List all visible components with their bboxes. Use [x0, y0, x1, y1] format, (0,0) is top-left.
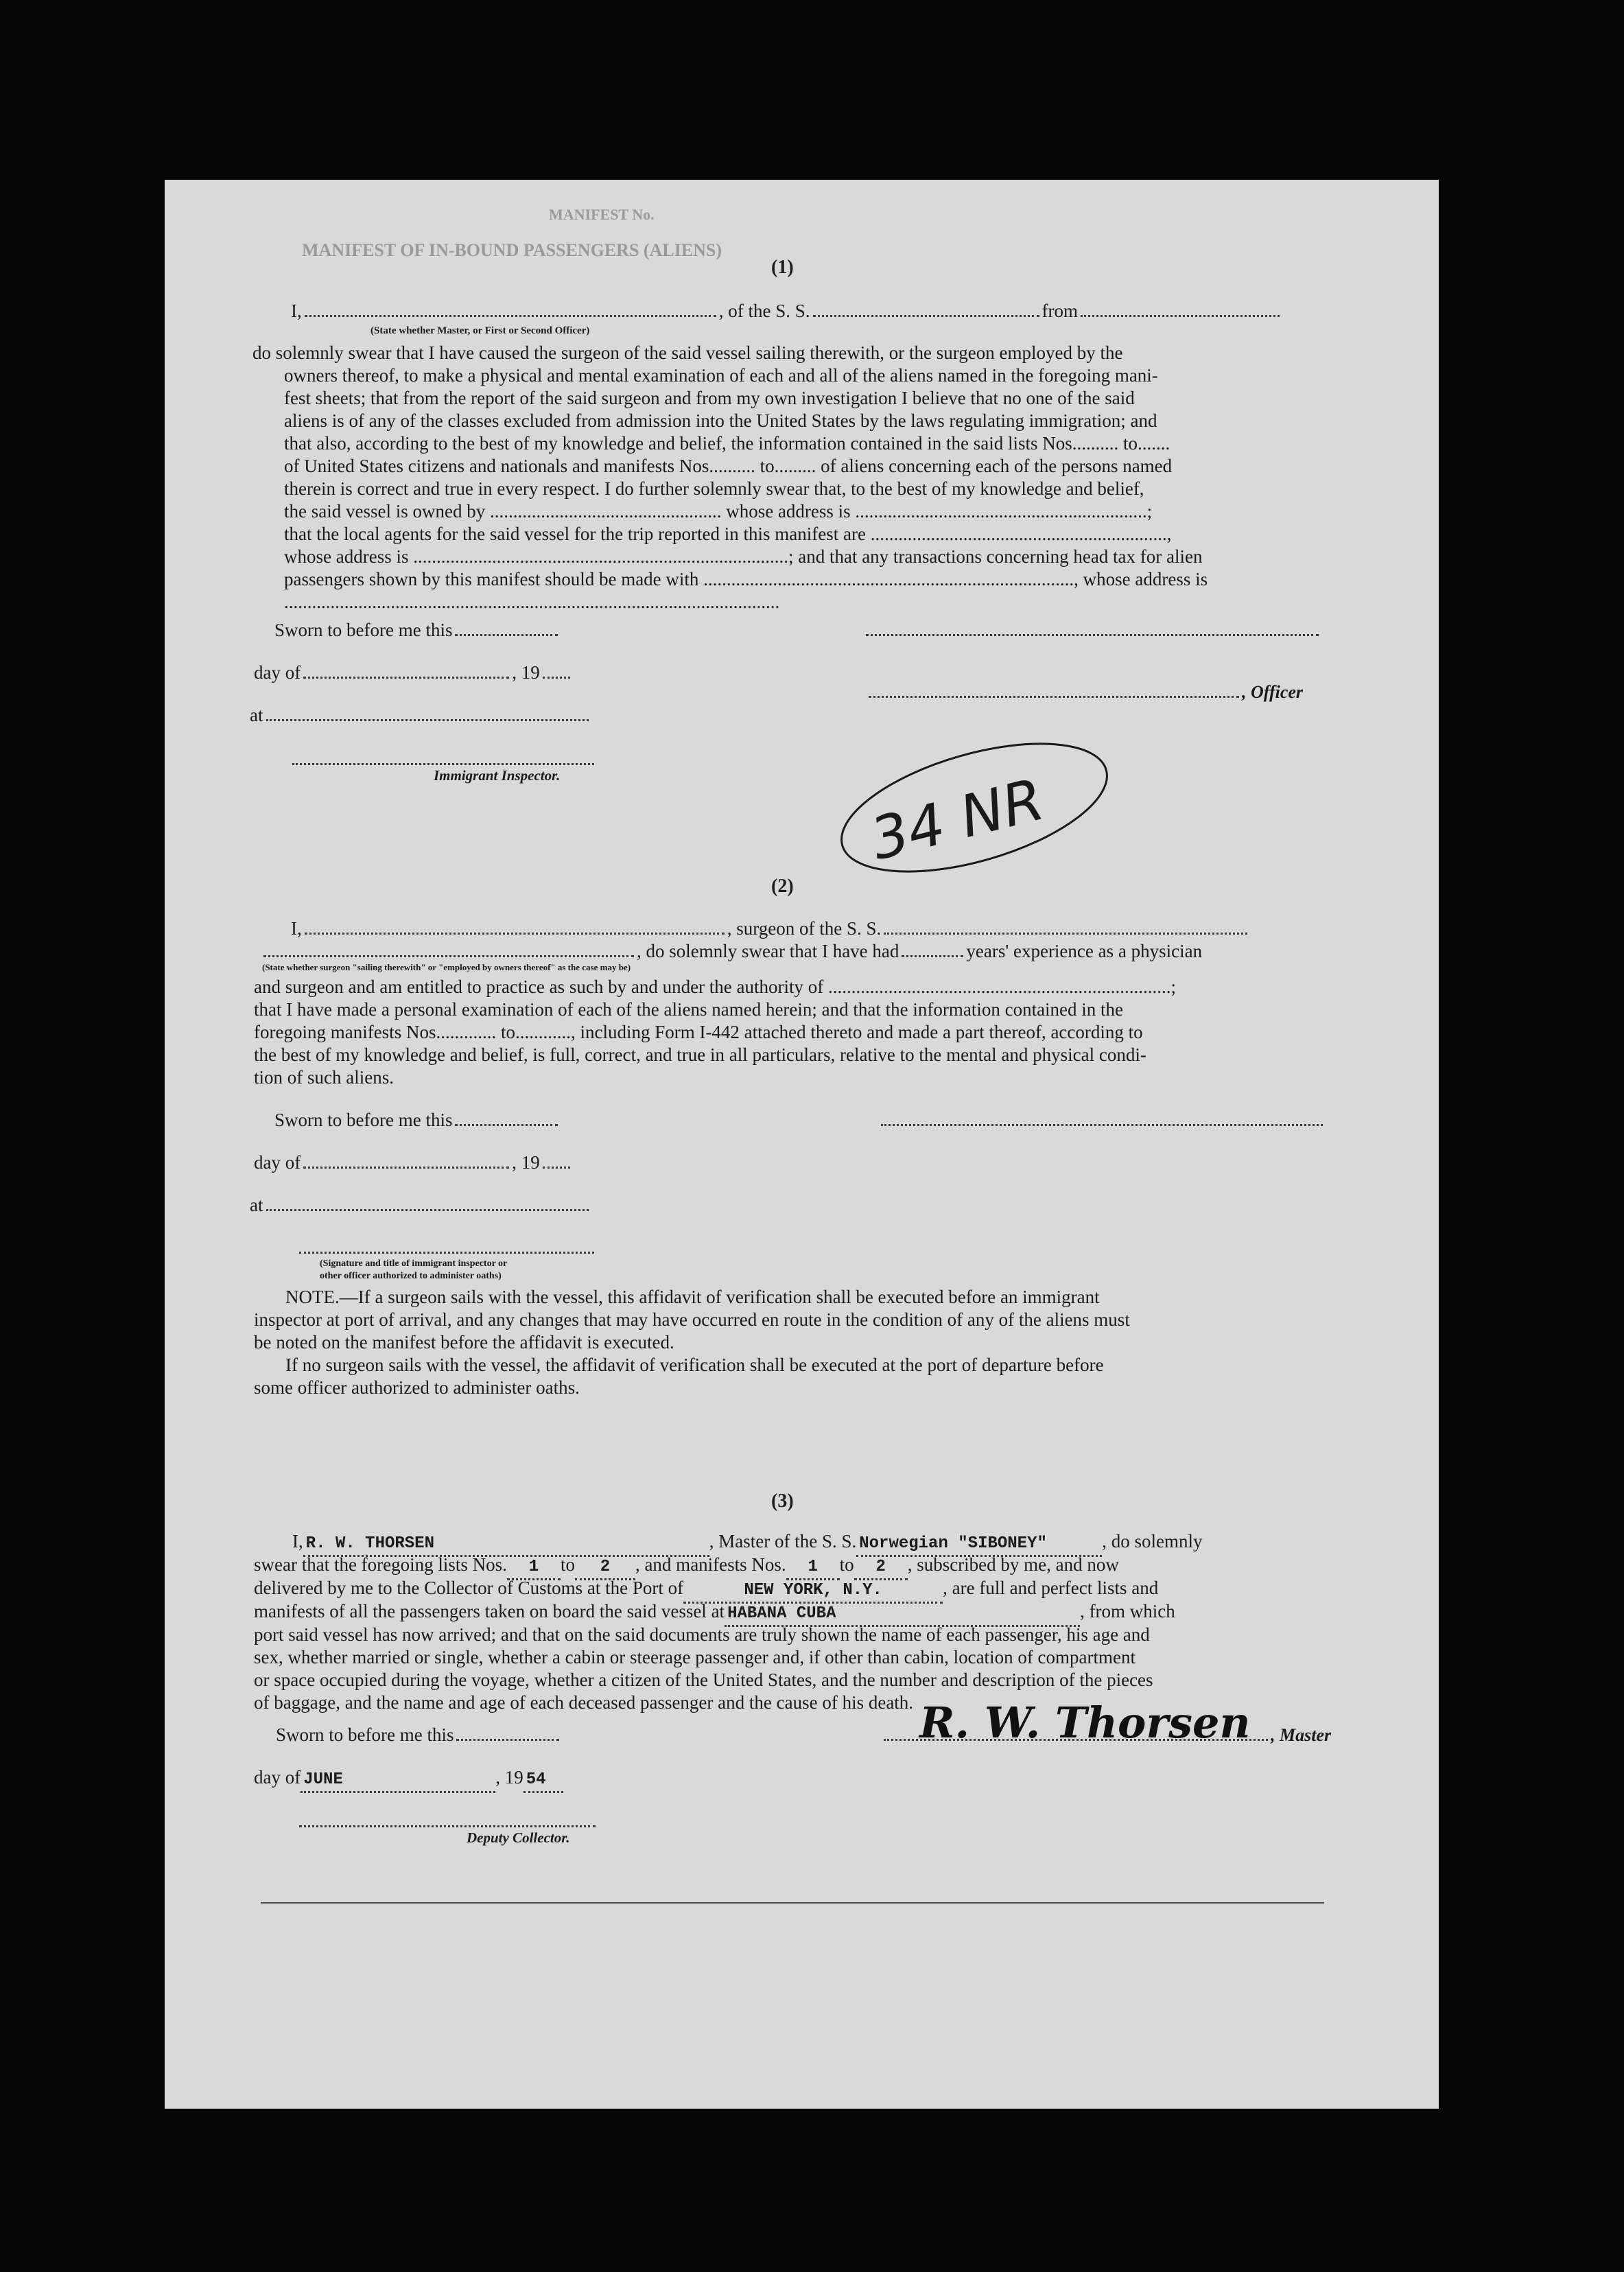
s3-from-which-text: , from which — [1080, 1601, 1175, 1621]
master-name-field: R. W. THORSEN — [303, 1533, 709, 1557]
s3-master-of-text: , Master of the S. S. — [709, 1531, 857, 1551]
note-line: be noted on the manifest before the affidavit is executed. — [254, 1332, 674, 1352]
master-signature — [913, 1689, 1269, 1751]
s2-19-text: , 19 — [512, 1152, 540, 1173]
body-line: and surgeon and am entitled to practice as such by and under the authority of ..........................................................................; — [254, 976, 1177, 997]
s1-officer — [866, 681, 1303, 703]
s1-inspector-line — [292, 762, 594, 765]
s3-to-text-2: to — [839, 1554, 854, 1575]
section-1-first-line — [291, 300, 1282, 322]
body-line: do solemnly swear that I have caused the surgeon of the said vessel sailing therewith, or the surgeon employed by the — [252, 342, 1123, 363]
body-line: the said vessel is owned by .................................................. whose address is ...............................................................; — [284, 501, 1153, 522]
s3-deputy-caption: Deputy Collector. — [467, 1829, 570, 1846]
bleed-manifest-no: MANIFEST No. — [549, 206, 655, 223]
s3-sworn — [276, 1724, 562, 1746]
s2-sworn — [274, 1109, 561, 1131]
note-line: If no surgeon sails with the vessel, the affidavit of verification shall be executed at the port of departure before — [285, 1355, 1104, 1375]
s3-to-text: to — [560, 1554, 575, 1575]
s3-sworn-text: Sworn to before me this — [276, 1724, 454, 1745]
section-3-number: (3) — [771, 1490, 794, 1512]
s3-master-suffix: , Master — [1271, 1725, 1332, 1745]
body-line: port said vessel has now arrived; and that on the said documents are truly shown the name of each passenger, his age and — [254, 1624, 1150, 1645]
s2-day-text: day of — [254, 1152, 301, 1173]
handwritten-mark-text: 34 NR — [864, 765, 1050, 874]
s3-subscribed-text: , subscribed by me, and now — [907, 1554, 1119, 1575]
handwritten-34-nr-stamp — [823, 729, 1125, 887]
s2-sworn-text: Sworn to before me this — [274, 1110, 453, 1130]
body-line: passengers shown by this manifest should be made with ................................................................................, whose address is — [284, 569, 1208, 589]
body-line: or space occupied during the voyage, whether a citizen of the United States, and the number and description of the pieces — [254, 1670, 1153, 1690]
s2-surgeon-text: , surgeon of the S. S. — [727, 918, 882, 939]
s1-inspector-caption: Immigrant Inspector. — [434, 767, 561, 784]
s3-19-text: , 19 — [495, 1767, 523, 1788]
s1-officer-line-top — [866, 633, 1319, 636]
body-line: foregoing manifests Nos............. to............, including Form I-442 attached thereto and made a part thereof, according to — [254, 1022, 1143, 1042]
s1-day-text: day of — [254, 662, 301, 683]
s1-vessel-label: , of the S. S. — [718, 301, 810, 321]
s1-day-of — [254, 661, 573, 683]
s2-second-line — [261, 940, 1202, 962]
body-line: that I have made a personal examination of each of the aliens named herein; and that the information contained in the — [254, 999, 1124, 1020]
s2-at-text: at — [250, 1195, 263, 1215]
s2-years-text: years' experience as a physician — [966, 941, 1203, 961]
s2-at — [250, 1194, 591, 1216]
note-line: NOTE.—If a surgeon sails with the vessel, this affidavit of verification shall be executed before an immigrant — [285, 1287, 1100, 1307]
section-2-note — [254, 1286, 1324, 1399]
s1-officer-text: , Officer — [1242, 682, 1304, 702]
body-line: whose address is .................................................................................; and that any transactions concerning head tax for alien — [284, 546, 1203, 567]
body-line: the best of my knowledge and belief, is full, correct, and true in all particulars, relative to the mental and physical condi- — [254, 1044, 1146, 1065]
note-line: inspector at port of arrival, and any changes that may have occurred en route in the condition of any of the aliens must — [254, 1309, 1130, 1330]
month-field: JUNE — [301, 1769, 495, 1793]
manifests-from-field: 1 — [786, 1556, 840, 1580]
s1-at-text: at — [250, 705, 263, 725]
section-2-number: (2) — [771, 876, 794, 897]
s2-signature-line — [881, 1123, 1323, 1126]
s2-swear-text: , do solemnly swear that I have had — [637, 941, 899, 961]
s3-i-text: I, — [292, 1531, 303, 1551]
s3-deputy-line — [299, 1824, 596, 1827]
manifests-to-field: 2 — [854, 1556, 908, 1580]
body-line: owners thereof, to make a physical and mental examination of each and all of the aliens named in the foregoing mani- — [284, 365, 1158, 386]
section-2-body — [254, 976, 1324, 1089]
s3-manifests-all-text: manifests of all the passengers taken on board the said vessel at — [254, 1601, 725, 1621]
s2-sig-caption-2: other officer authorized to administer oaths) — [320, 1271, 502, 1281]
departure-port-field: HABANA CUBA — [725, 1603, 1080, 1627]
body-line: that also, according to the best of my knowledge and belief, the information contained in the said lists Nos.......... to....... — [284, 433, 1170, 454]
s3-manifests-text: , and manifests Nos. — [635, 1554, 786, 1575]
bleed-title: MANIFEST OF IN-BOUND PASSENGERS (ALIENS) — [302, 240, 722, 260]
body-line: aliens is of any of the classes excluded from admission into the United States by the laws regulating immigration; and — [284, 410, 1157, 431]
s2-i-text: I, — [291, 918, 302, 939]
body-line: sex, whether married or single, whether a cabin or steerage passenger and, if other than cabin, location of compartment — [254, 1647, 1136, 1667]
s1-sworn — [274, 619, 561, 641]
bottom-rule — [261, 1902, 1324, 1904]
lists-to-field: 2 — [575, 1556, 635, 1580]
year-field: 54 — [523, 1769, 563, 1793]
vessel-name-field: Norwegian "SIBONEY" — [856, 1533, 1102, 1557]
body-line: therein is correct and true in every respect. I do further solemnly swear that, to the best of my knowledge and belief, — [284, 478, 1144, 499]
body-line: tion of such aliens. — [254, 1067, 394, 1088]
note-line: some officer authorized to administer oaths. — [254, 1377, 580, 1398]
body-line: fest sheets; that from the report of the said surgeon and from my own investigation I believe that no one of the said — [284, 388, 1135, 408]
s1-officer-caption: (State whether Master, or First or Second Officer) — [370, 325, 590, 336]
s3-day-text: day of — [254, 1767, 301, 1788]
s1-sworn-text: Sworn to before me this — [274, 620, 453, 640]
body-line: of baggage, and the name and age of each deceased passenger and the cause of his death. — [254, 1692, 914, 1713]
body-line: of United States citizens and nationals and manifests Nos.......... to......... of aliens concerning each of the persons named — [284, 456, 1173, 476]
s2-inspector-line — [299, 1250, 594, 1254]
s1-at — [250, 704, 591, 726]
body-line: ........................................................................................................... — [284, 592, 780, 612]
s3-do-solemnly-text: , do solemnly — [1102, 1531, 1203, 1551]
body-line: that the local agents for the said vessel for the trip reported in this manifest are ................................................................, — [284, 524, 1172, 544]
s2-day-of — [254, 1151, 573, 1173]
form-page — [165, 180, 1439, 2109]
section-1-body — [252, 342, 1323, 613]
s1-19-text: , 19 — [512, 662, 540, 683]
section-1-number: (1) — [771, 257, 794, 278]
s3-swear-text: swear that the foregoing lists Nos. — [254, 1554, 507, 1575]
signature-text: R. W. Thorsen — [919, 1698, 1251, 1748]
port-field: NEW YORK, N.Y. — [683, 1580, 943, 1604]
s1-from-label: from — [1042, 301, 1078, 321]
s2-sig-caption-1: (Signature and title of immigrant inspector or — [320, 1258, 508, 1269]
s2-first-line — [291, 917, 1250, 939]
lists-from-field: 1 — [507, 1556, 561, 1580]
s2-surgeon-caption: (State whether surgeon "sailing therewith" or "employed by owners thereof" as the case may be) — [262, 962, 631, 972]
s3-full-perfect-text: , are full and perfect lists and — [943, 1578, 1159, 1598]
s3-day-of — [254, 1766, 563, 1793]
s3-delivered-text: delivered by me to the Collector of Customs at the Port of — [254, 1578, 684, 1598]
s1-i-label: I, — [291, 301, 302, 321]
